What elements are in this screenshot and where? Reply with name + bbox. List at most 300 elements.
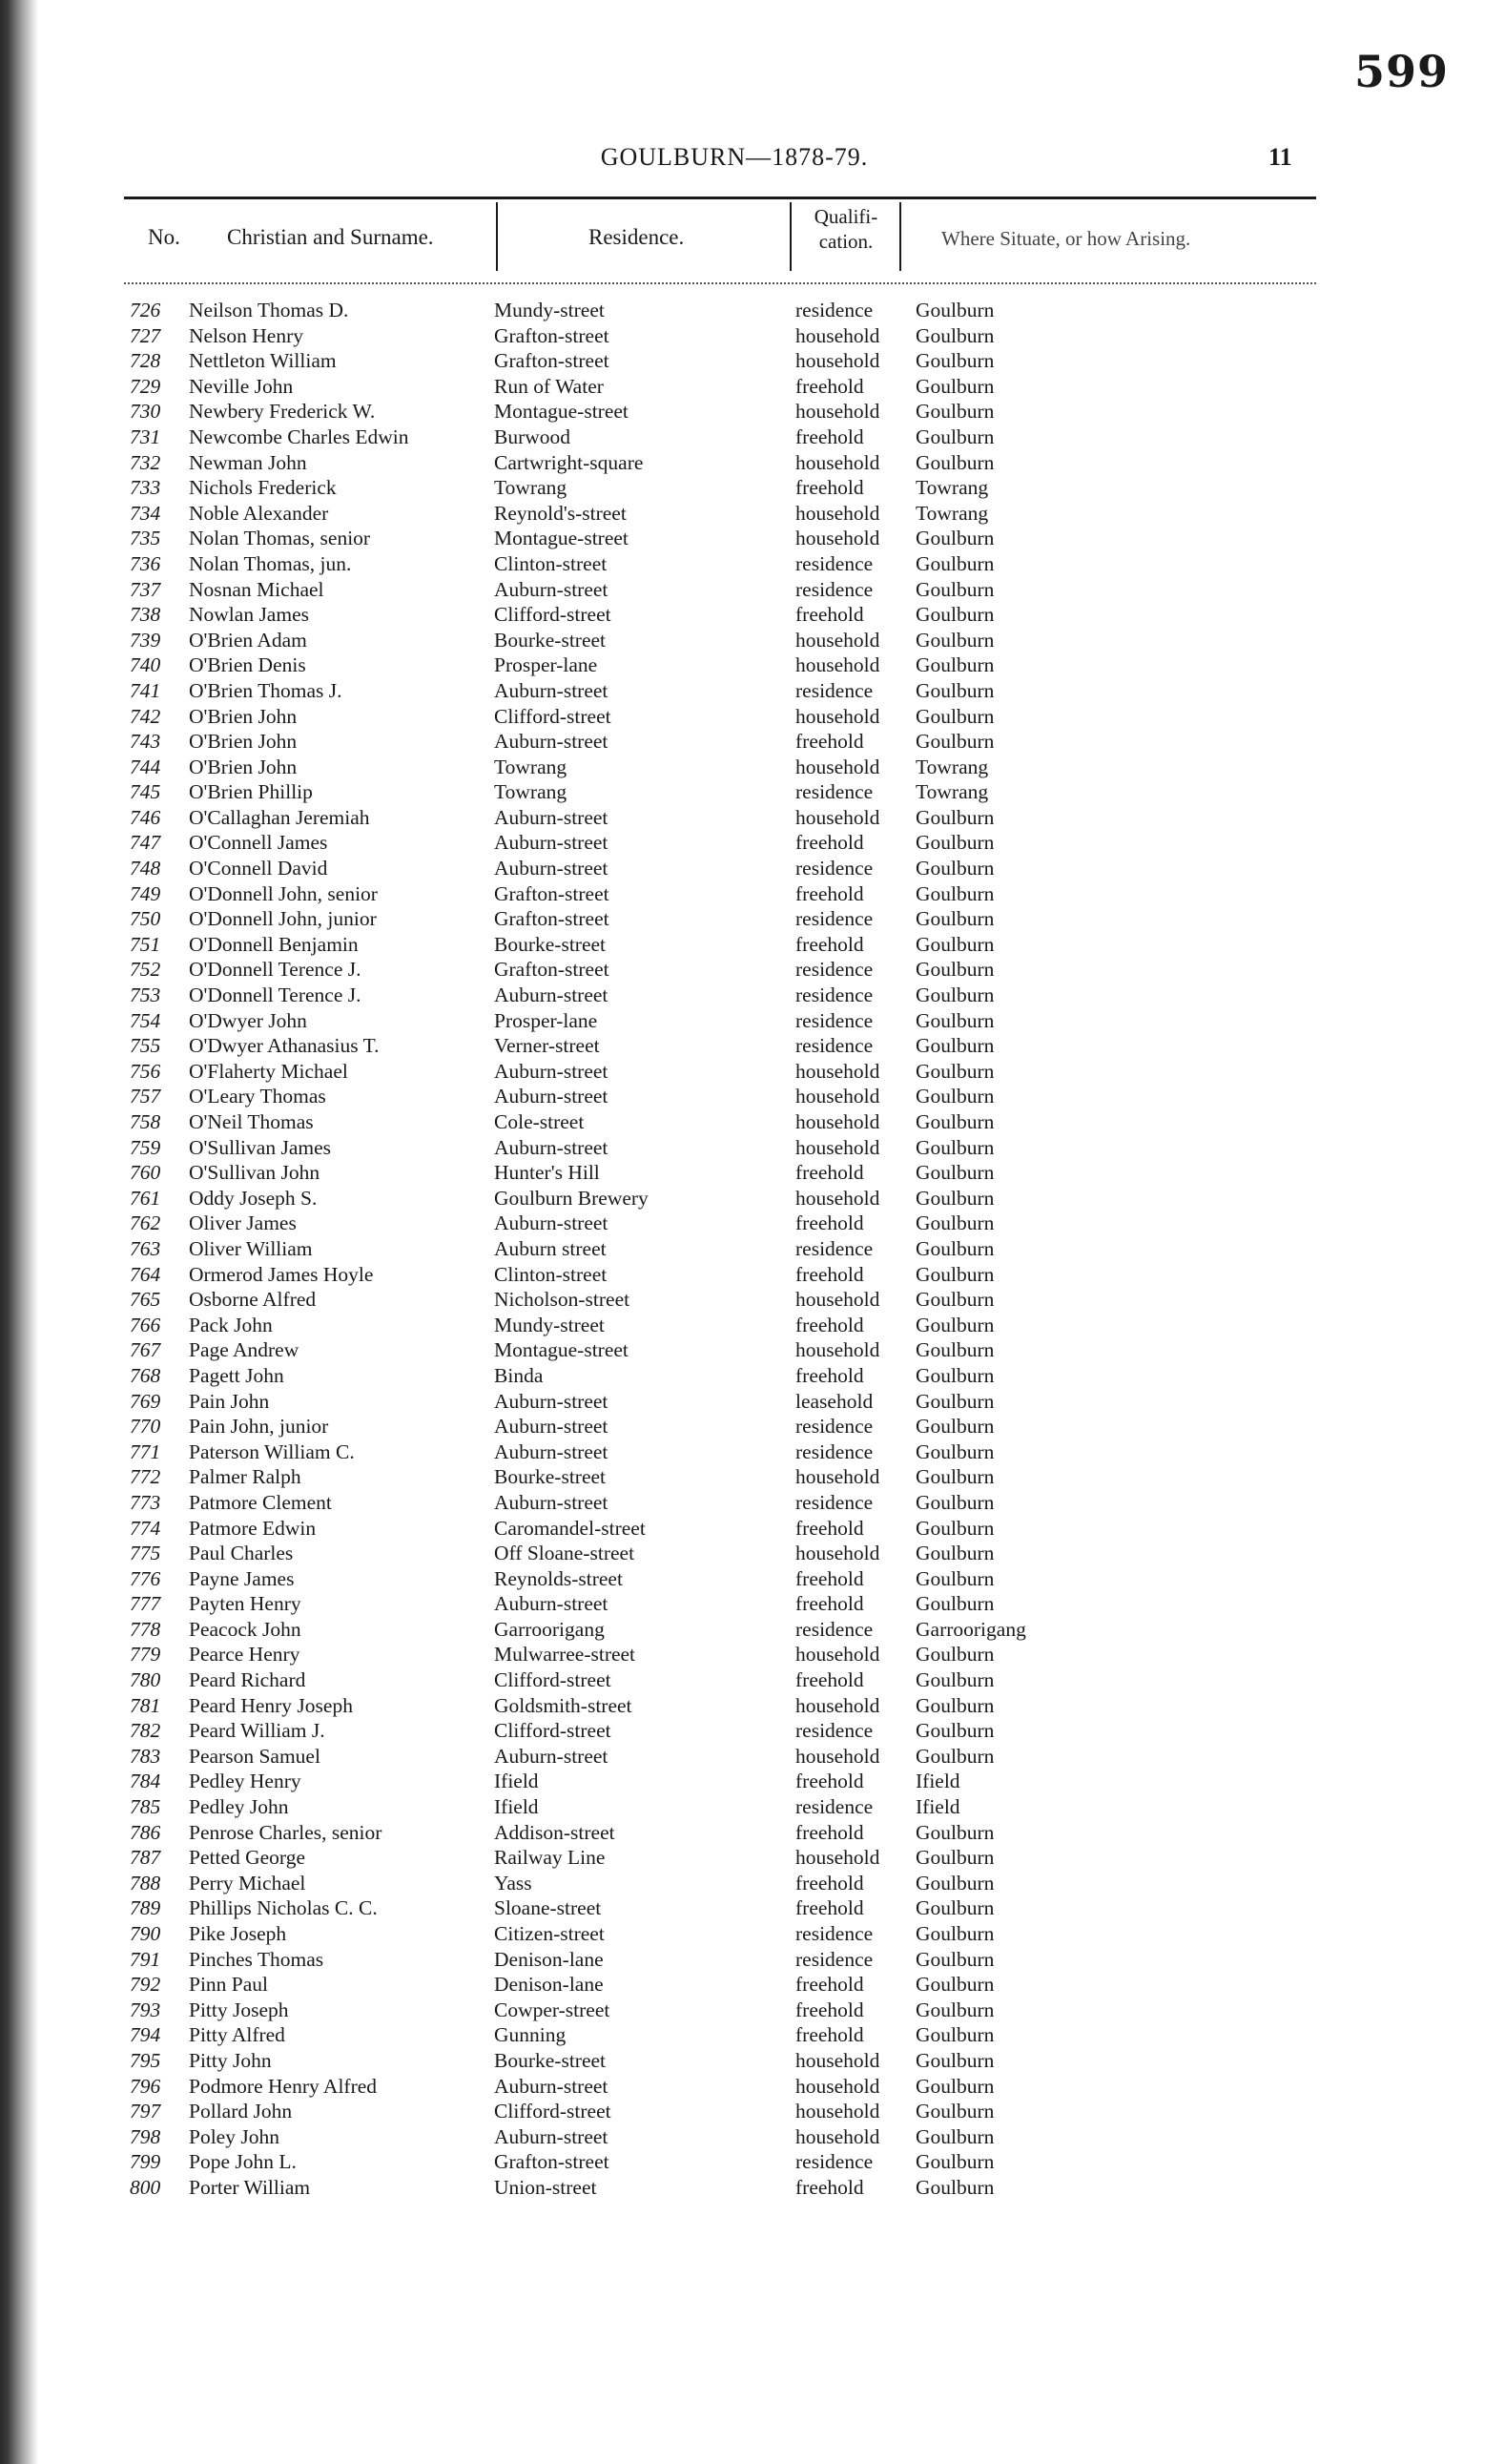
where-situate: Goulburn (916, 1719, 995, 1743)
where-situate: Goulburn (916, 1820, 995, 1844)
where-situate: Goulburn (916, 2100, 995, 2123)
residence: Cole-street (494, 1110, 585, 1133)
column-divider (790, 202, 792, 271)
qualification: household (795, 1338, 880, 1362)
where-situate: Goulburn (916, 1161, 995, 1185)
where-situate: Goulburn (916, 2074, 995, 2098)
list-item (124, 1363, 1078, 1389)
qualification: freehold (795, 831, 864, 855)
qualification: household (795, 2074, 880, 2098)
list-item (124, 602, 1078, 628)
entry-number: 739 (130, 628, 161, 652)
list-item (124, 1820, 1078, 1846)
list-item (124, 1693, 1078, 1719)
list-item (124, 577, 1078, 603)
entry-number: 726 (130, 299, 161, 321)
voter-name: Pike Joseph (189, 1922, 287, 1945)
qualification: residence (795, 984, 874, 1007)
qualification: household (795, 323, 880, 347)
entry-number: 768 (130, 1363, 161, 1387)
list-item (124, 1262, 1078, 1288)
where-situate: Goulburn (916, 1592, 995, 1616)
residence: Auburn-street (494, 1389, 608, 1413)
entry-number: 795 (130, 2048, 161, 2072)
list-item (124, 1490, 1078, 1516)
entry-number: 755 (130, 1034, 161, 1058)
voter-name: Pain John, junior (189, 1415, 329, 1439)
entry-number: 741 (130, 678, 161, 702)
where-situate: Goulburn (916, 907, 995, 931)
qualification: household (795, 1135, 880, 1159)
where-situate: Goulburn (916, 1313, 995, 1336)
voter-name: O'Sullivan John (189, 1161, 320, 1185)
qualification: household (795, 805, 880, 829)
list-item (124, 1414, 1078, 1439)
where-situate: Goulburn (916, 1490, 995, 1514)
entry-number: 800 (130, 2175, 161, 2199)
voter-name: Nelson Henry (189, 323, 304, 347)
voter-name: Poley John (189, 2124, 279, 2148)
qualification: household (795, 1110, 880, 1133)
voter-name: O'Dwyer Athanasius T. (189, 1034, 380, 1058)
voter-name: Peard Richard (189, 1668, 306, 1692)
residence: Hunter's Hill (494, 1161, 600, 1185)
voter-name: Newman John (189, 450, 307, 474)
voter-name: Oliver William (189, 1236, 313, 1260)
entry-number: 731 (130, 424, 161, 448)
qualification: freehold (795, 1262, 864, 1286)
where-situate: Goulburn (916, 857, 995, 880)
entry-number: 769 (130, 1389, 161, 1413)
voter-name: Neville John (189, 374, 294, 398)
entry-number: 734 (130, 501, 161, 525)
voter-name: Pitty Alfred (189, 2023, 285, 2047)
qualification: household (795, 1186, 880, 1210)
list-item (124, 1591, 1078, 1617)
voter-name: Ormerod James Hoyle (189, 1262, 374, 1286)
list-item (124, 450, 1078, 476)
residence: Montague-street (494, 1338, 629, 1362)
residence: Montague-street (494, 400, 629, 424)
qualification: household (795, 704, 880, 728)
entry-number: 757 (130, 1085, 161, 1108)
entry-number: 752 (130, 958, 161, 982)
entry-number: 740 (130, 653, 161, 677)
column-divider (496, 202, 498, 271)
residence: Auburn-street (494, 1085, 608, 1108)
list-item (124, 1998, 1078, 2023)
qualification: residence (795, 551, 874, 575)
qualification: household (795, 2048, 880, 2072)
qualification: household (795, 400, 880, 424)
list-item (124, 501, 1078, 527)
residence: Grafton-street (494, 881, 609, 905)
qualification: household (795, 2100, 880, 2123)
residence: Auburn-street (494, 2124, 608, 2148)
qualification: household (795, 628, 880, 652)
list-item (124, 1617, 1078, 1643)
list-item (124, 830, 1078, 856)
qualification: residence (795, 1236, 874, 1260)
qualification: household (795, 1059, 880, 1083)
residence: Clifford-street (494, 1668, 611, 1692)
where-situate: Goulburn (916, 450, 995, 474)
where-situate: Goulburn (916, 1034, 995, 1058)
list-item (124, 1389, 1078, 1415)
where-situate: Goulburn (916, 1288, 995, 1312)
voter-name: Paterson William C. (189, 1439, 355, 1463)
voter-name: O'Donnell Terence J. (189, 958, 361, 982)
entry-number: 779 (130, 1643, 161, 1667)
list-item (124, 374, 1078, 400)
entry-number: 730 (130, 400, 161, 424)
where-situate: Goulburn (916, 1439, 995, 1463)
list-item (124, 755, 1078, 780)
entry-number: 746 (130, 805, 161, 829)
residence: Burwood (494, 424, 571, 448)
residence: Auburn-street (494, 857, 608, 880)
list-item (124, 1845, 1078, 1871)
entry-number: 789 (130, 1896, 161, 1920)
residence: Auburn-street (494, 1135, 608, 1159)
where-situate: Goulburn (916, 1668, 995, 1692)
voter-name: Perry Michael (189, 1871, 306, 1895)
voter-name: Payne James (189, 1566, 295, 1590)
residence: Binda (494, 1363, 544, 1387)
where-situate: Goulburn (916, 2023, 995, 2047)
residence: Auburn-street (494, 1744, 608, 1768)
voter-name: Pearson Samuel (189, 1744, 320, 1768)
where-situate: Goulburn (916, 1389, 995, 1413)
voter-name: Noble Alexander (189, 501, 329, 525)
list-item (124, 2099, 1078, 2124)
residence: Ifield (494, 1770, 539, 1793)
voter-name: Paul Charles (189, 1542, 294, 1565)
list-item (124, 932, 1078, 958)
entry-number: 761 (130, 1186, 161, 1210)
entry-number: 758 (130, 1110, 161, 1133)
where-situate: Goulburn (916, 1566, 995, 1590)
qualification: freehold (795, 374, 864, 398)
list-item (124, 856, 1078, 881)
residence: Cartwright-square (494, 450, 644, 474)
voter-name: O'Flaherty Michael (189, 1059, 348, 1083)
voter-name: Phillips Nicholas C. C. (189, 1896, 378, 1920)
voter-name: O'Brien John (189, 704, 298, 728)
residence: Goulburn Brewery (494, 1186, 649, 1210)
voter-name: Nolan Thomas, jun. (189, 551, 352, 575)
residence: Verner-street (494, 1034, 600, 1058)
entry-number: 787 (130, 1846, 161, 1870)
residence: Addison-street (494, 1820, 615, 1844)
entry-number: 759 (130, 1135, 161, 1159)
header-rule-top (124, 197, 1316, 199)
entry-number: 788 (130, 1871, 161, 1895)
list-item (124, 805, 1078, 831)
qualification: household (795, 1846, 880, 1870)
where-situate: Goulburn (916, 831, 995, 855)
qualification: freehold (795, 603, 864, 627)
qualification: household (795, 1288, 880, 1312)
where-situate: Goulburn (916, 932, 995, 956)
voter-name: O'Brien Adam (189, 628, 307, 652)
where-situate: Goulburn (916, 323, 995, 347)
entry-number: 776 (130, 1566, 161, 1590)
where-situate: Goulburn (916, 1542, 995, 1565)
residence: Reynolds-street (494, 1566, 623, 1590)
voter-name: Porter William (189, 2175, 311, 2199)
voter-name: Payten Henry (189, 1592, 301, 1616)
column-header-where: Where Situate, or how Arising. (941, 227, 1191, 250)
where-situate: Goulburn (916, 958, 995, 982)
entry-number: 754 (130, 1008, 161, 1032)
residence: Bourke-street (494, 932, 607, 956)
where-situate: Goulburn (916, 1008, 995, 1032)
entry-number: 729 (130, 374, 161, 398)
where-situate: Goulburn (916, 678, 995, 702)
residence: Grafton-street (494, 958, 609, 982)
entry-number: 744 (130, 755, 161, 778)
list-item (124, 1439, 1078, 1465)
voter-name: Pedley John (189, 1795, 289, 1819)
where-situate: Goulburn (916, 551, 995, 575)
residence: Cowper-street (494, 1998, 610, 2021)
entry-number: 799 (130, 2150, 161, 2174)
list-item (124, 323, 1078, 349)
residence: Auburn-street (494, 2074, 608, 2098)
residence: Mundy-street (494, 299, 605, 321)
where-situate: Goulburn (916, 1363, 995, 1387)
where-situate: Towrang (916, 501, 989, 525)
residence: Auburn-street (494, 1490, 608, 1514)
qualification: household (795, 501, 880, 525)
entry-number: 749 (130, 881, 161, 905)
residence: Off Sloane-street (494, 1542, 635, 1565)
entry-number: 750 (130, 907, 161, 931)
qualification: freehold (795, 1516, 864, 1540)
qualification: freehold (795, 1770, 864, 1793)
residence: Yass (494, 1871, 532, 1895)
entry-number: 780 (130, 1668, 161, 1692)
qualification: residence (795, 1719, 874, 1743)
where-situate: Goulburn (916, 2175, 995, 2199)
entry-number: 764 (130, 1262, 161, 1286)
entry-number: 737 (130, 577, 161, 601)
list-item (124, 704, 1078, 730)
voter-name: O'Donnell John, senior (189, 881, 378, 905)
voter-name: Patmore Edwin (189, 1516, 317, 1540)
list-item (124, 399, 1078, 424)
qualification: household (795, 1744, 880, 1768)
voter-name: Pollard John (189, 2100, 293, 2123)
column-header-residence: Residence. (588, 225, 685, 249)
entry-number: 760 (130, 1161, 161, 1185)
qualification: residence (795, 780, 874, 804)
list-item (124, 957, 1078, 983)
voter-name: Pearce Henry (189, 1643, 300, 1667)
voter-name: Pope John L. (189, 2150, 297, 2174)
entry-number: 770 (130, 1415, 161, 1439)
where-situate: Goulburn (916, 653, 995, 677)
list-item (124, 1794, 1078, 1820)
list-item (124, 779, 1078, 805)
residence: Montague-street (494, 527, 629, 550)
entry-number: 747 (130, 831, 161, 855)
residence: Towrang (494, 476, 567, 500)
list-item (124, 2022, 1078, 2048)
qualification: freehold (795, 1871, 864, 1895)
where-situate: Goulburn (916, 1236, 995, 1260)
residence: Grafton-street (494, 349, 609, 373)
list-item (124, 1135, 1078, 1161)
entry-number: 762 (130, 1211, 161, 1235)
voter-name: Oddy Joseph S. (189, 1186, 318, 1210)
where-situate: Goulburn (916, 805, 995, 829)
voter-name: O'Leary Thomas (189, 1085, 326, 1108)
qualification: freehold (795, 1566, 864, 1590)
where-situate: Towrang (916, 476, 989, 500)
qualification: residence (795, 907, 874, 931)
list-item (124, 1895, 1078, 1921)
page-title: GOULBURN—1878-79. (600, 143, 869, 171)
where-situate: Goulburn (916, 603, 995, 627)
list-item (124, 1211, 1078, 1236)
residence: Towrang (494, 780, 567, 804)
list-item (124, 348, 1078, 374)
where-situate: Goulburn (916, 527, 995, 550)
residence: Sloane-street (494, 1896, 602, 1920)
entry-number: 771 (130, 1439, 161, 1463)
column-header-name: Christian and Surname. (227, 225, 434, 249)
where-situate: Goulburn (916, 1262, 995, 1286)
qualification: freehold (795, 1363, 864, 1387)
voter-name: Nettleton William (189, 349, 337, 373)
entry-number: 781 (130, 1693, 161, 1717)
residence: Prosper-lane (494, 1008, 598, 1032)
entry-number: 736 (130, 551, 161, 575)
entry-number: 777 (130, 1592, 161, 1616)
entry-number: 778 (130, 1617, 161, 1641)
residence: Mundy-street (494, 1313, 605, 1336)
voter-name: O'Donnell Benjamin (189, 932, 359, 956)
where-situate: Goulburn (916, 1415, 995, 1439)
list-item (124, 1337, 1078, 1363)
scan-binding-edge (0, 0, 38, 2464)
list-item (124, 678, 1078, 704)
voter-name: O'Neil Thomas (189, 1110, 314, 1133)
qualification: freehold (795, 1211, 864, 1235)
qualification: household (795, 1643, 880, 1667)
entry-number: 742 (130, 704, 161, 728)
list-item (124, 1084, 1078, 1109)
qualification: household (795, 653, 880, 677)
voter-name: Nowlan James (189, 603, 309, 627)
residence: Ifield (494, 1795, 539, 1819)
entry-number: 753 (130, 984, 161, 1007)
list-item (124, 1921, 1078, 1947)
residence: Union-street (494, 2175, 597, 2199)
residence: Denison-lane (494, 1947, 604, 1971)
entry-number: 792 (130, 1973, 161, 1997)
entry-number: 765 (130, 1288, 161, 1312)
residence: Auburn-street (494, 577, 608, 601)
voter-name: O'Donnell John, junior (189, 907, 377, 931)
qualification: household (795, 349, 880, 373)
qualification: freehold (795, 1592, 864, 1616)
list-item (124, 2048, 1078, 2074)
voter-name: Pinn Paul (189, 1973, 269, 1997)
voter-name: Pagett John (189, 1363, 284, 1387)
where-situate: Goulburn (916, 1465, 995, 1489)
residence: Auburn-street (494, 1592, 608, 1616)
list-item (124, 628, 1078, 653)
list-item (124, 1718, 1078, 1744)
voter-name: Peacock John (189, 1617, 301, 1641)
residence: Grafton-street (494, 2150, 609, 2174)
entry-number: 728 (130, 349, 161, 373)
entry-number: 738 (130, 603, 161, 627)
list-item (124, 652, 1078, 678)
voter-name: Newbery Frederick W. (189, 400, 376, 424)
list-item (124, 2175, 1078, 2201)
residence: Denison-lane (494, 1973, 604, 1997)
list-item (124, 906, 1078, 932)
residence: Garroorigang (494, 1617, 605, 1641)
voter-name: O'Sullivan James (189, 1135, 331, 1159)
entry-number: 733 (130, 476, 161, 500)
entry-number: 796 (130, 2074, 161, 2098)
column-header-qualification: Qualifi-cation. (814, 205, 878, 253)
qualification: household (795, 1693, 880, 1717)
residence: Caromandel-street (494, 1516, 646, 1540)
voter-name: Nichols Frederick (189, 476, 337, 500)
qualification: freehold (795, 1973, 864, 1997)
voter-name: O'Connell David (189, 857, 328, 880)
entry-number: 735 (130, 527, 161, 550)
list-item (124, 2074, 1078, 2100)
residence: Railway Line (494, 1846, 606, 1870)
where-situate: Goulburn (916, 1693, 995, 1717)
voter-name: Penrose Charles, senior (189, 1820, 382, 1844)
qualification: residence (795, 1034, 874, 1058)
where-situate: Goulburn (916, 577, 995, 601)
qualification: freehold (795, 2175, 864, 2199)
qualification: freehold (795, 2023, 864, 2047)
list-item (124, 1033, 1078, 1059)
entry-number: 784 (130, 1770, 161, 1793)
entry-number: 772 (130, 1465, 161, 1489)
where-situate: Goulburn (916, 704, 995, 728)
where-situate: Goulburn (916, 1896, 995, 1920)
list-item (124, 1313, 1078, 1338)
residence: Auburn-street (494, 1415, 608, 1439)
list-item (124, 1464, 1078, 1490)
residence: Grafton-street (494, 323, 609, 347)
list-item (124, 2124, 1078, 2150)
where-situate: Ifield (916, 1770, 960, 1793)
voter-name: O'Brien Thomas J. (189, 678, 342, 702)
qualification: residence (795, 299, 874, 321)
voter-name: Peard Henry Joseph (189, 1693, 353, 1717)
residence: Bourke-street (494, 1465, 607, 1489)
where-situate: Goulburn (916, 2124, 995, 2148)
residence: Run of Water (494, 374, 604, 398)
entry-number: 783 (130, 1744, 161, 1768)
entry-number: 756 (130, 1059, 161, 1083)
where-situate: Goulburn (916, 881, 995, 905)
qualification: residence (795, 1922, 874, 1945)
column-divider (899, 202, 901, 271)
